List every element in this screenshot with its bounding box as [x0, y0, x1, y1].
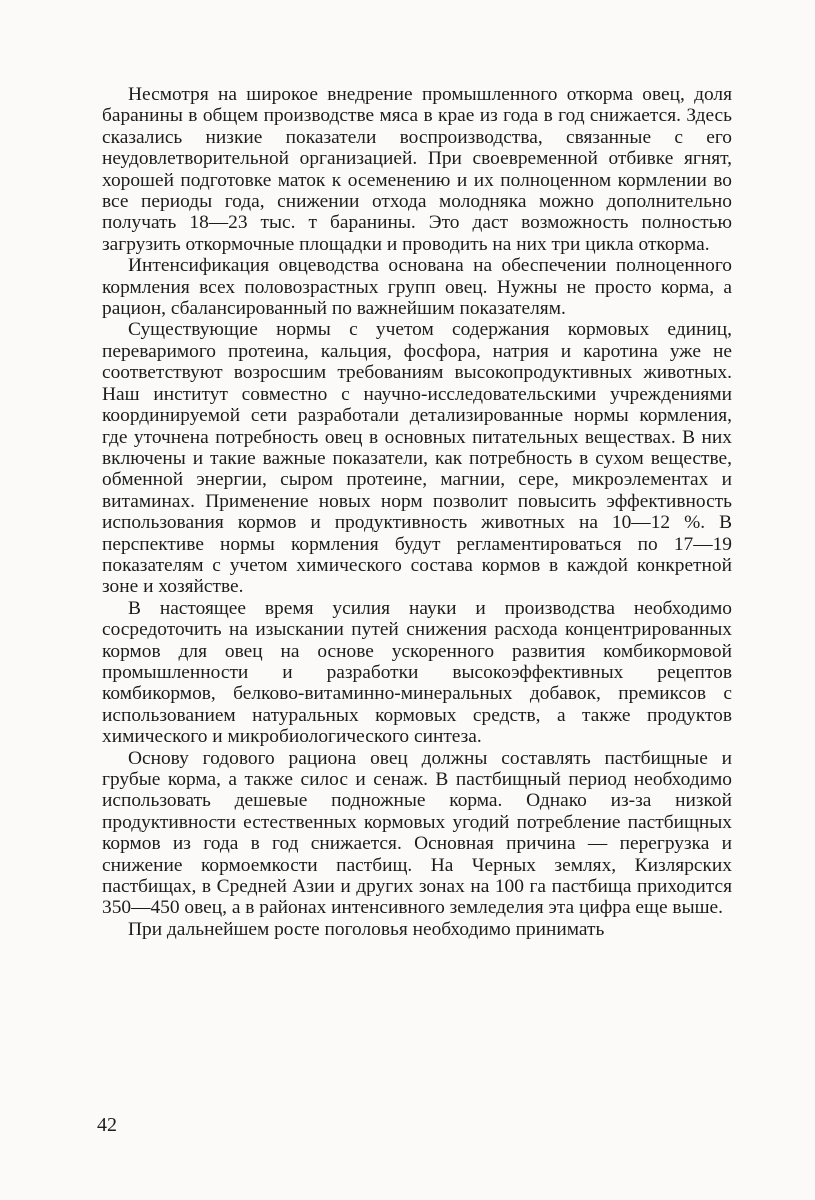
paragraph-1: Несмотря на широкое внедрение промышленного откорма овец, доля баранины в общем производстве мяса в крае из года в год снижается. Здесь сказались низкие показатели воспроизводства, связанные с его неудовлетворительной организацией. При своевременной отбивке ягнят, хорошей подготовке маток к осеменению и их полноценном кормлении во все периоды года, снижении отхода молодняка можно дополнительно получать 18—23 тыс. т баранины. Это даст возможность полностью загрузить откормочные площадки и проводить на них три цикла откорма.	[102, 84, 732, 255]
paragraph-6: При дальнейшем росте поголовья необходимо принимать	[128, 918, 605, 940]
paragraph-2: Интенсификация овцеводства основана на обеспечении полноценного кормления всех половозрастных групп овец. Нужны не просто корма, а рацион, сбалансированный по важнейшим показателям.	[102, 255, 732, 320]
body-text	[102, 84, 732, 940]
paragraph-3: Существующие нормы с учетом содержания кормовых единиц, переваримого протеина, кальция, фосфора, натрия и каротина уже не соответствуют возросшим требованиям высокопродуктивных животных. Наш институт совместно с научно-исследовательскими учреждениями координируемой сети разработали детализированные нормы кормления, где уточнена потребность овец в основных питательных веществах. В них включены и такие важные показатели, как потребность в сухом веществе, обменной энергии, сыром протеине, магнии, сере, микроэлементах и витаминах. Применение новых норм позволит повысить эффективность использования кормов и продуктивность животных на 10—12 %. В перспективе нормы кормления будут регламентироваться по 17—19 показателям с учетом химического состава кормов в каждой конкретной зоне и хозяйстве.	[102, 319, 732, 598]
paragraph-4: В настоящее время усилия науки и производства необходимо сосредоточить на изыскании путей снижения расхода концентрированных кормов для овец на основе ускоренного развития комбикормовой промышленности и разработки высокоэффективных рецептов комбикормов, белково-витаминно-минеральных добавок, премиксов с использованием натуральных кормовых средств, а также продуктов химического и микробиологического синтеза.	[102, 597, 732, 748]
page-number: 42	[97, 1114, 117, 1136]
paragraph-5: Основу годового рациона овец должны составлять пастбищные и грубые корма, а также силос и сенаж. В пастбищный период необходимо использовать дешевые подножные корма. Однако из-за низкой продуктивности естественных кормовых угодий потребление пастбищных кормов из года в год снижается. Основная причина — перегрузка и снижение кормоемкости пастбищ. На Черных землях, Кизлярских пастбищах, в Средней Азии и других зонах на 100 га пастбища приходится 350—450 овец, а в районах интенсивного земледелия эта цифра еще выше.	[102, 747, 732, 919]
